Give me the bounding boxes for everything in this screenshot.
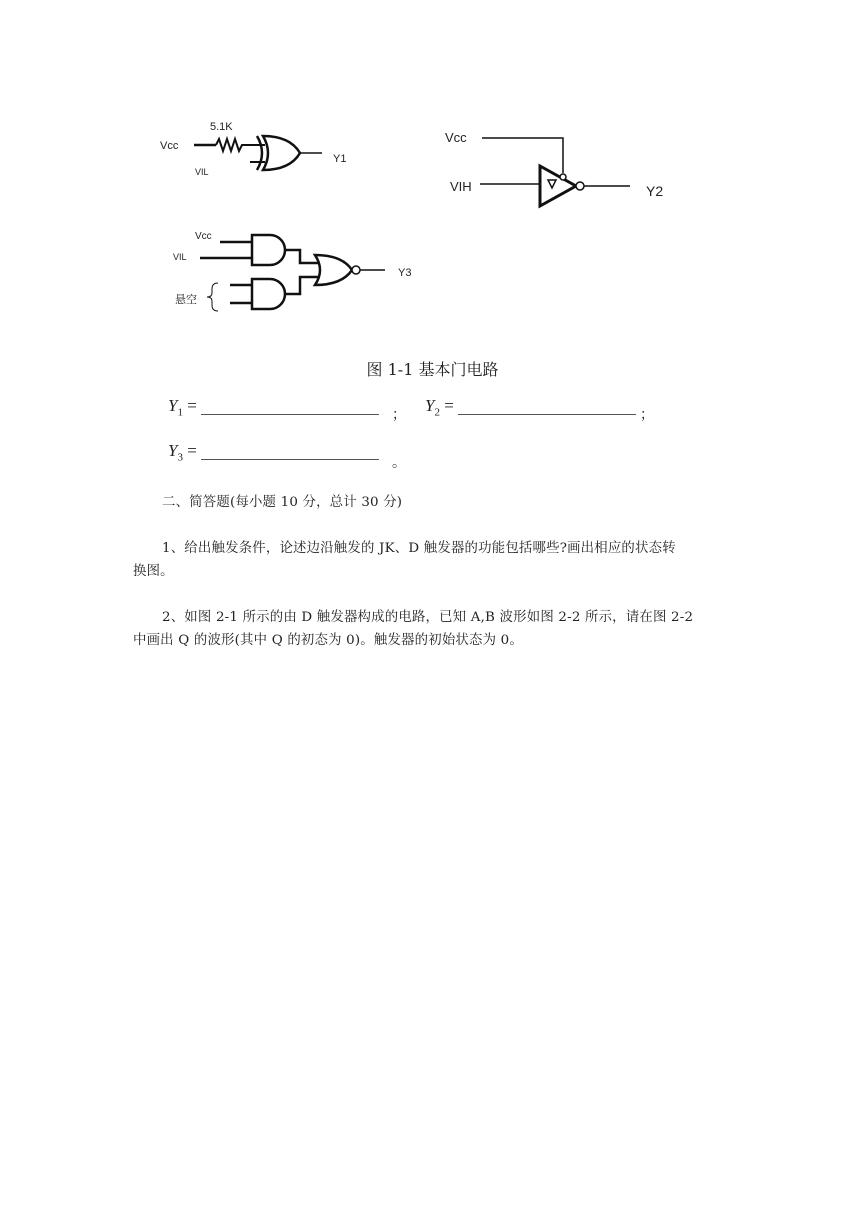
y1-blank[interactable] [201,396,379,415]
y1-symbol: Y [168,396,178,415]
answer-y1 [168,396,379,418]
y3-blank[interactable] [201,441,379,460]
y1-subscript: 1 [177,406,183,419]
answer-y3 [168,441,379,463]
circuit-2-tristate-inverter [440,120,690,220]
output-y3-label: Y3 [398,267,412,279]
question-1-line-1: 1、给出触发条件，论述边沿触发的 JK、D 触发器的功能包括哪些?画出相应的状态转 [162,541,676,556]
nor-bubble [352,266,360,274]
vcc-label-2: Vcc [445,130,467,145]
figure-caption: 图 1-1 基本门电路 [366,360,499,379]
and-gate-bottom [252,279,285,309]
vil-label-1: VIL [195,167,209,177]
resistor-symbol [216,139,250,151]
question-2-line-2: 中画出 Q 的波形(其中 Q 的初态为 0)。触发器的初始状态为 0。 [133,633,523,648]
output-y2-label: Y2 [646,183,664,199]
vcc-label-3: Vcc [195,231,212,242]
resistor-label: 5.1K [210,121,233,133]
end-punct: 。 [392,455,406,471]
y3-subscript: 3 [177,451,183,464]
vih-label-2: VIH [450,179,472,194]
answer-y2 [425,396,636,418]
y1-equals: = [187,396,197,415]
section2-heading: 二、简答题(每小题 10 分，总计 30 分) [162,495,403,510]
vcc-label-1: Vcc [160,140,179,152]
float-brace [207,283,218,311]
question-1-line-2: 换图。 [133,564,174,579]
output-y1-label: Y1 [333,153,347,165]
y3-equals: = [187,441,197,460]
circuit-3-and-nor [170,225,430,325]
xor-gate-1 [263,136,300,170]
nor-gate [315,255,352,285]
y2-equals: = [444,396,454,415]
float-label: 悬空 [175,294,197,306]
y3-symbol: Y [168,441,178,460]
output-bubble-2 [576,182,584,190]
y2-symbol: Y [425,396,435,415]
separator-1: ； [392,407,406,423]
enable-bubble [560,174,566,180]
inverter-buffer-2 [540,166,576,206]
vil-label-3: VIL [173,252,187,262]
and-gate-top [252,235,285,265]
circuit-1-xor [150,110,370,190]
y2-blank[interactable] [458,396,636,415]
separator-2: ； [640,407,654,423]
question-2-line-1: 2、如图 2-1 所示的由 D 触发器构成的电路，已知 A,B 波形如图 2-2 所示，请在图 2-2 [162,610,694,625]
tristate-mark [548,180,556,188]
y2-subscript: 2 [434,406,440,419]
